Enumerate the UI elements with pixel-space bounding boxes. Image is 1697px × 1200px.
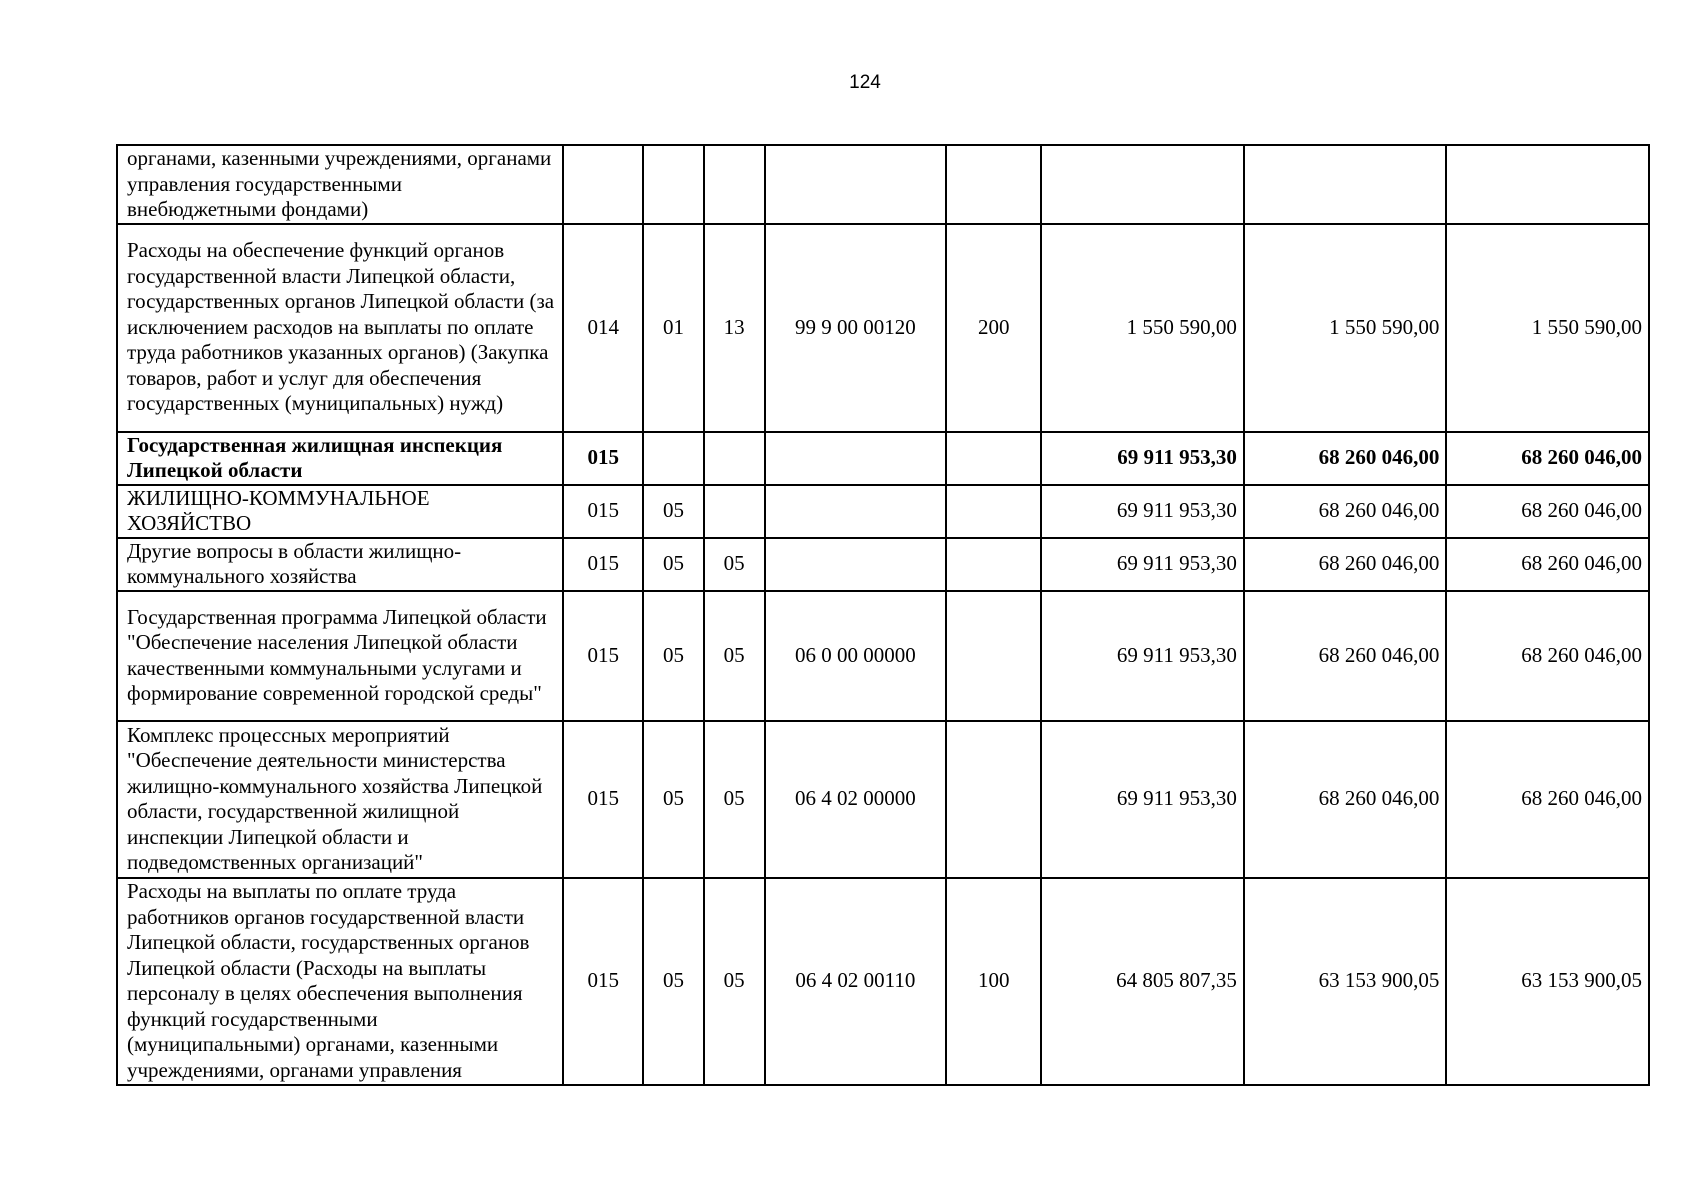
- row-description: ЖИЛИЩНО-КОММУНАЛЬНОЕ ХОЗЯЙСТВО: [117, 485, 563, 538]
- subsection-code: 05: [704, 721, 765, 878]
- amount-year-2: 68 260 046,00: [1244, 432, 1447, 485]
- row-description: органами, казенными учреждениями, органами управления государственными внебюджетными фондами): [117, 145, 563, 224]
- amount-year-3: 68 260 046,00: [1446, 432, 1649, 485]
- amount-year-1: 69 911 953,30: [1041, 538, 1244, 591]
- ministry-code: 015: [563, 591, 643, 721]
- table-row: [117, 591, 1649, 721]
- table-row: [117, 224, 1649, 432]
- subsection-code: [704, 432, 765, 485]
- row-description: Расходы на обеспечение функций органов государственной власти Липецкой области, государственных органов Липецкой области (за исключением расходов на выплаты по оплате труда работников указанных органов) (Закупка товаров, работ и услуг для обеспечения государственных (муниципальных) нужд): [117, 224, 563, 432]
- ministry-code: 014: [563, 224, 643, 432]
- expense-type-code: [946, 591, 1041, 721]
- target-article-code: 06 0 00 00000: [765, 591, 946, 721]
- subsection-code: 05: [704, 538, 765, 591]
- subsection-code: 05: [704, 878, 765, 1085]
- amount-year-1: 1 550 590,00: [1041, 224, 1244, 432]
- amount-year-1: 69 911 953,30: [1041, 721, 1244, 878]
- section-code: 05: [643, 878, 703, 1085]
- ministry-code: 015: [563, 538, 643, 591]
- amount-year-2: 1 550 590,00: [1244, 224, 1447, 432]
- amount-year-2: 68 260 046,00: [1244, 485, 1447, 538]
- ministry-code: [563, 145, 643, 224]
- section-code: 05: [643, 591, 703, 721]
- ministry-code: 015: [563, 432, 643, 485]
- expense-type-code: [946, 432, 1041, 485]
- section-code: 05: [643, 721, 703, 878]
- amount-year-1: 69 911 953,30: [1041, 432, 1244, 485]
- amount-year-1: [1041, 145, 1244, 224]
- expense-type-code: 100: [946, 878, 1041, 1085]
- section-code: 05: [643, 538, 703, 591]
- row-description: Расходы на выплаты по оплате труда работников органов государственной власти Липецкой области, государственных органов Липецкой области (Расходы на выплаты персоналу в целях обеспечения выполнения функций государственными (муниципальными) органами, казенными учреждениями, органами управления: [117, 878, 563, 1085]
- row-description: Комплекс процессных мероприятий "Обеспечение деятельности министерства жилищно-коммунального хозяйства Липецкой области, государственной жилищной инспекции Липецкой области и подведомственных организаций": [117, 721, 563, 878]
- page-number: 124: [849, 72, 881, 93]
- target-article-code: 06 4 02 00110: [765, 878, 946, 1085]
- target-article-code: [765, 485, 946, 538]
- amount-year-2: 63 153 900,05: [1244, 878, 1447, 1085]
- target-article-code: [765, 538, 946, 591]
- amount-year-3: 68 260 046,00: [1446, 485, 1649, 538]
- table-row: [117, 878, 1649, 1085]
- amount-year-3: 68 260 046,00: [1446, 538, 1649, 591]
- section-code: [643, 145, 703, 224]
- table-row: [117, 145, 1649, 224]
- table-row: [117, 485, 1649, 538]
- amount-year-1: 69 911 953,30: [1041, 591, 1244, 721]
- amount-year-3: 68 260 046,00: [1446, 721, 1649, 878]
- expense-type-code: [946, 145, 1041, 224]
- row-description: Государственная жилищная инспекция Липецкой области: [117, 432, 563, 485]
- target-article-code: [765, 432, 946, 485]
- amount-year-1: 69 911 953,30: [1041, 485, 1244, 538]
- subsection-code: [704, 485, 765, 538]
- amount-year-2: [1244, 145, 1447, 224]
- table-row: [117, 721, 1649, 878]
- expense-type-code: [946, 721, 1041, 878]
- subsection-code: 05: [704, 591, 765, 721]
- amount-year-2: 68 260 046,00: [1244, 721, 1447, 878]
- amount-year-3: [1446, 145, 1649, 224]
- amount-year-3: 63 153 900,05: [1446, 878, 1649, 1085]
- amount-year-1: 64 805 807,35: [1041, 878, 1244, 1085]
- ministry-code: 015: [563, 878, 643, 1085]
- target-article-code: 99 9 00 00120: [765, 224, 946, 432]
- table-row: [117, 538, 1649, 591]
- subsection-code: 13: [704, 224, 765, 432]
- amount-year-2: 68 260 046,00: [1244, 538, 1447, 591]
- amount-year-3: 1 550 590,00: [1446, 224, 1649, 432]
- ministry-code: 015: [563, 485, 643, 538]
- budget-table: [116, 144, 1650, 1086]
- expense-type-code: [946, 485, 1041, 538]
- ministry-code: 015: [563, 721, 643, 878]
- row-description: Другие вопросы в области жилищно-коммунального хозяйства: [117, 538, 563, 591]
- target-article-code: [765, 145, 946, 224]
- section-code: [643, 432, 703, 485]
- row-description: Государственная программа Липецкой области "Обеспечение населения Липецкой области качественными коммунальными услугами и формирование современной городской среды": [117, 591, 563, 721]
- amount-year-3: 68 260 046,00: [1446, 591, 1649, 721]
- expense-type-code: [946, 538, 1041, 591]
- amount-year-2: 68 260 046,00: [1244, 591, 1447, 721]
- section-code: 05: [643, 485, 703, 538]
- section-code: 01: [643, 224, 703, 432]
- target-article-code: 06 4 02 00000: [765, 721, 946, 878]
- table-row: [117, 432, 1649, 485]
- subsection-code: [704, 145, 765, 224]
- expense-type-code: 200: [946, 224, 1041, 432]
